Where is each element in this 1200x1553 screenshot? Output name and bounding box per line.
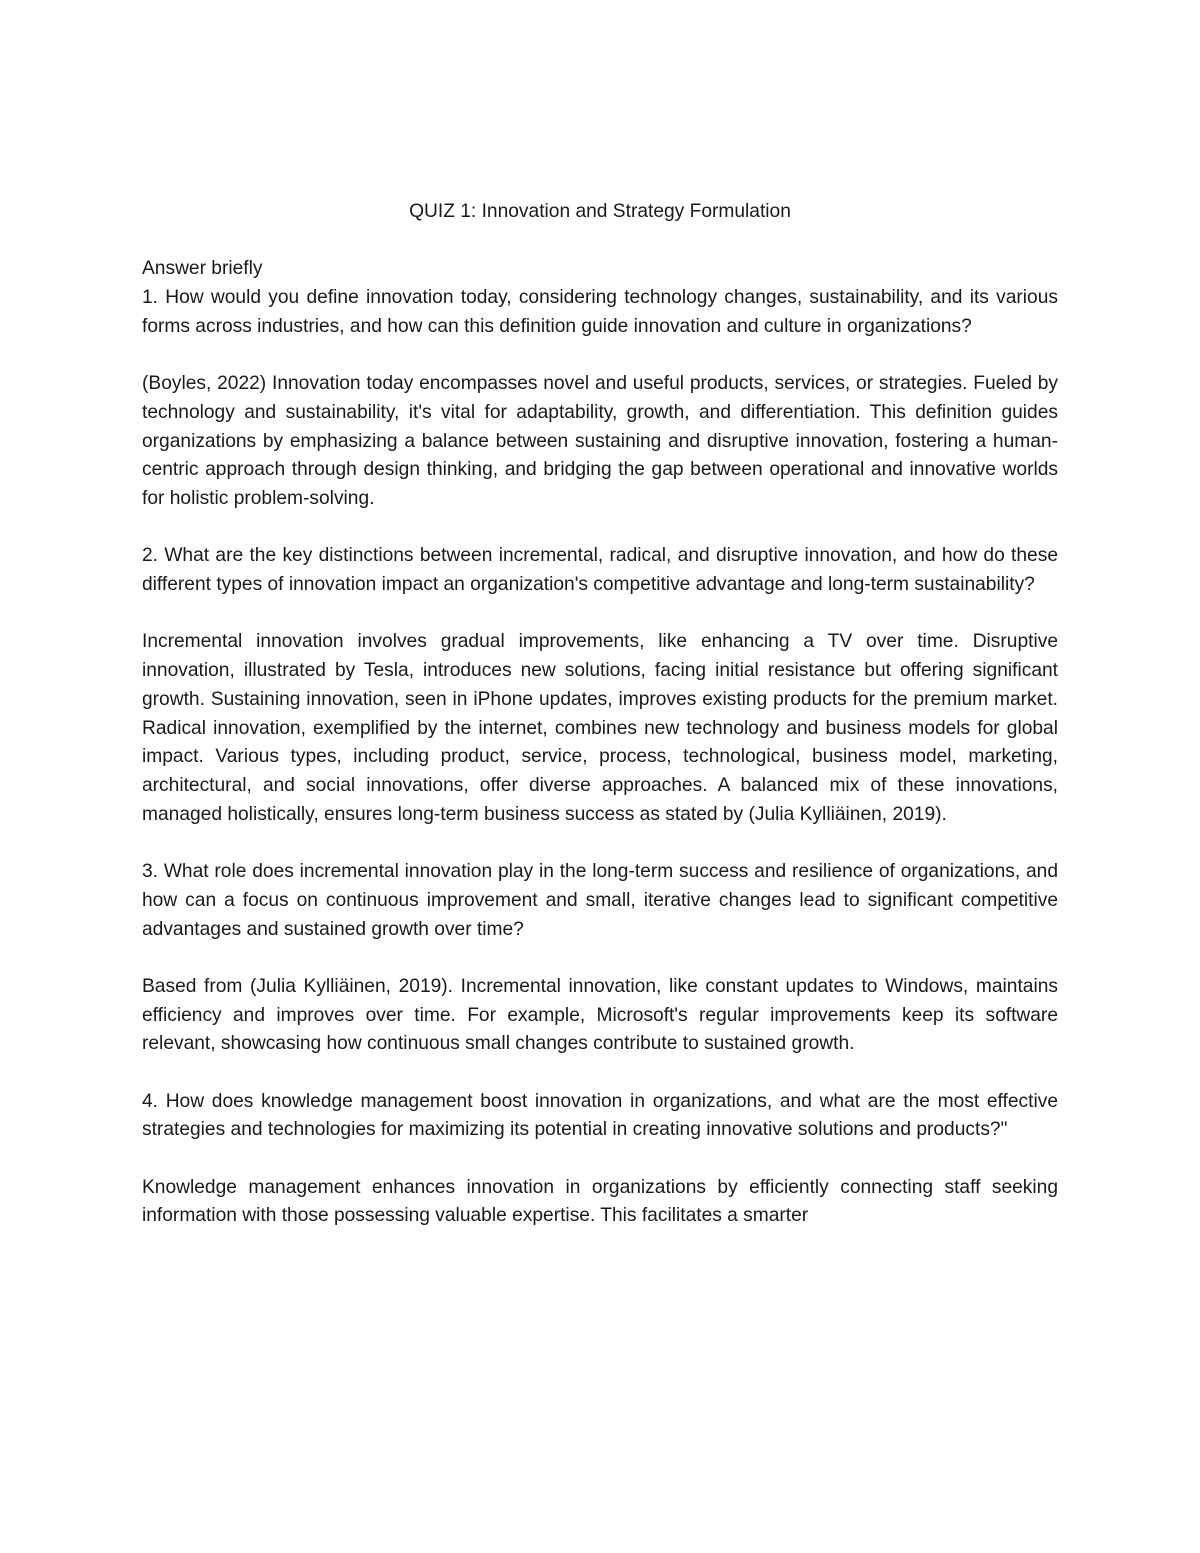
page-title: QUIZ 1: Innovation and Strategy Formulation (409, 201, 791, 222)
spacer (142, 514, 1058, 543)
instruction-text: Answer briefly (142, 258, 263, 280)
document-page (142, 198, 1058, 1231)
question-2: 2. What are the key distinctions between incremental, radical, and disruptive innovation, and how do these different types of innovation impact an organization's competitive advantage and long-term sustainability? (142, 545, 1058, 596)
question-4: 4. How does knowledge management boost innovation in organizations, and what are the most effective strategies and technologies for maximizing its potential in creating innovative solutions and products?" (142, 1090, 1058, 1141)
spacer (142, 829, 1058, 858)
spacer (142, 600, 1058, 629)
spacer (142, 227, 1058, 256)
answer-4: Knowledge management enhances innovation in organizations by efficiently connecting staff seeking information with those possessing valuable expertise. This facilitates a smarter (142, 1176, 1058, 1227)
question-1: 1. How would you define innovation today, considering technology changes, sustainability, and its various forms across industries, and how can this definition guide innovation and culture in organizations? (142, 287, 1058, 337)
spacer (142, 1059, 1058, 1088)
answer-2: Incremental innovation involves gradual improvements, like enhancing a TV over time. Disruptive innovation, illustrated by Tesla, introduces new solutions, facing initial resistance but offering significant growth. Sustaining innovation, seen in iPhone updates, improves existing products for the premium market. Radical innovation, exemplified by the internet, combines new technology and business models for global impact. Various types, including product, service, process, technological, business model, marketing, architectural, and social innovations, offer diverse approaches. A balanced mix of these innovations, managed holistically, ensures long-term business success as stated by (Julia Kylliäinen, 2019). (142, 631, 1058, 825)
spacer (142, 1145, 1058, 1174)
spacer (142, 342, 1058, 371)
answer-1: (Boyles, 2022) Innovation today encompasses novel and useful products, services, or strategies. Fueled by technology and sustainability, it's vital for adaptability, growth, and differentiation. This definition guides organizations by emphasizing a balance between sustaining and disruptive innovation, fostering a human-centric approach through design thinking, and bridging the gap between operational and innovative worlds for holistic problem-solving. (142, 373, 1058, 509)
answer-3: Based from (Julia Kylliäinen, 2019). Incremental innovation, like constant updates to Windows, maintains efficiency and improves over time. For example, Microsoft's regular improvements keep its software relevant, showcasing how continuous small changes contribute to sustained growth. (142, 975, 1058, 1055)
spacer (142, 944, 1058, 973)
question-3: 3. What role does incremental innovation play in the long-term success and resilience of organizations, and how can a focus on continuous improvement and small, iterative changes lead to significant competitive advantages and sustained growth over time? (142, 861, 1058, 940)
